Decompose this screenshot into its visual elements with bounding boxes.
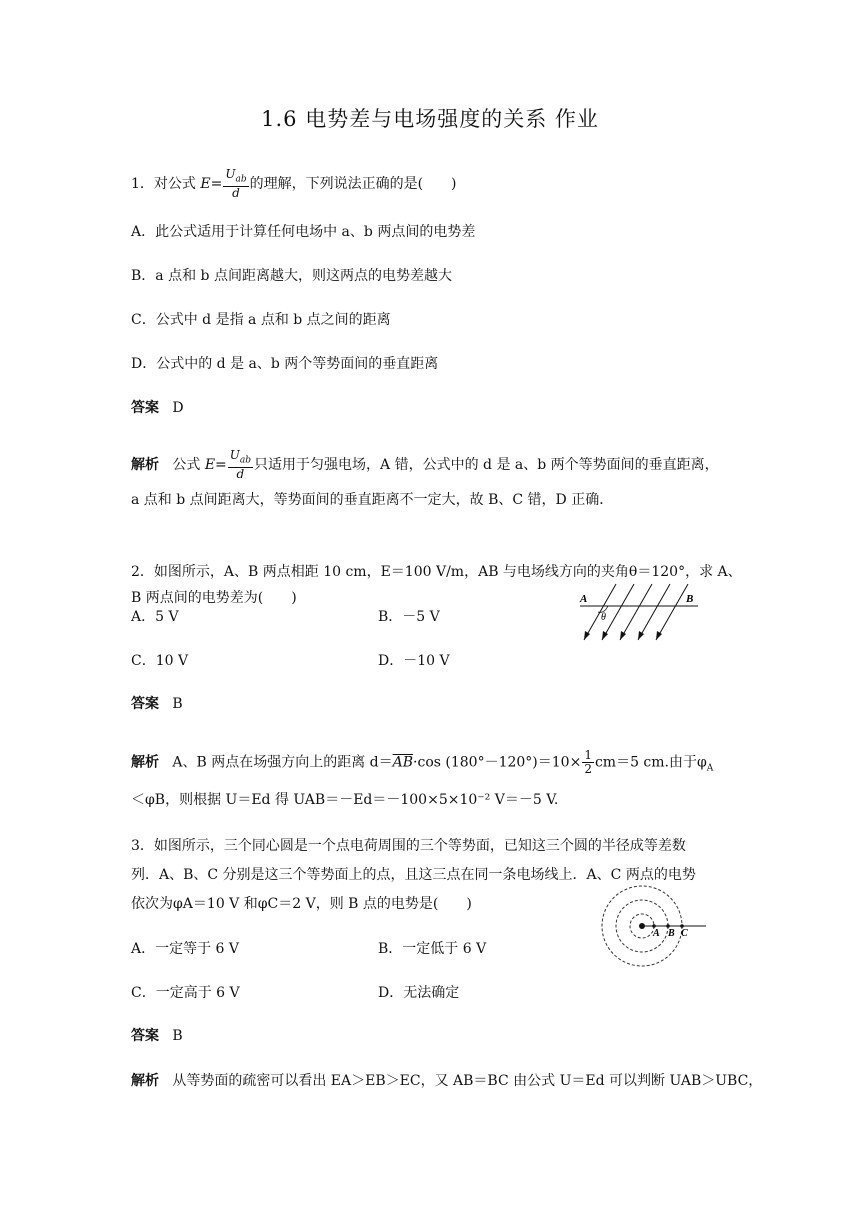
q1-analysis-suffix: 只适用于匀强电场，A 错，公式中的 d 是 a、b 两个等势面间的垂直距离， <box>254 457 719 474</box>
q1-stem-suffix: 的理解，下列说法正确的是( ) <box>249 176 457 193</box>
q2-option-b: B．－5 V <box>378 609 440 625</box>
q3-option-a: A．一定等于 6 V <box>131 941 240 957</box>
q2-analysis-prefix: A、B 两点在场强方向上的距离 d＝ <box>172 754 393 771</box>
q1-analysis-prefix: 公式 <box>172 457 201 474</box>
q1-option-b: B．a 点和 b 点间距离越大，则这两点的电势差越大 <box>131 268 452 284</box>
q3-option-b: B．一定低于 6 V <box>378 941 487 957</box>
q2-answer: B <box>172 696 183 712</box>
q1-formula-lhs: E= <box>200 176 223 193</box>
q2-stem-line1: 2．如图所示，A、B 两点相距 10 cm，E＝100 V/m，AB 与电场线方向的夹角θ＝120°，求 A、 <box>131 564 742 580</box>
q3-option-d: D．无法确定 <box>378 985 460 1001</box>
q2-analysis-line2: ＜φB，则根据 U＝Ed 得 UAB＝－Ed＝－100×5×10⁻² V＝－5 V. <box>131 792 559 808</box>
q2-label-a: A <box>580 593 588 605</box>
q2-analysis-row <box>131 749 713 778</box>
q2-field-line <box>656 584 688 640</box>
q2-field-figure <box>576 578 706 648</box>
q2-field-line <box>602 584 634 640</box>
q2-option-a: A．5 V <box>131 609 179 625</box>
q3-answer-row <box>131 1026 183 1046</box>
q1-frac-num-sub: ab <box>235 174 247 185</box>
analysis-label: 解析 <box>131 457 159 474</box>
q3-label-c: C <box>681 928 688 939</box>
q1-analysis-row <box>131 449 719 481</box>
q1-analysis-frac-den: d <box>236 467 245 482</box>
q1-analysis-frac-num-sub: ab <box>239 455 252 466</box>
q2-analysis-middle: ·cos (180°－120°)＝10× <box>413 754 582 771</box>
q3-answer: B <box>172 1028 183 1044</box>
q2-arrowhead <box>620 631 626 640</box>
q2-answer-row <box>131 694 183 714</box>
q1-analysis-frac-num: U <box>229 448 240 462</box>
q3-stem-line1: 3．如图所示，三个同心圆是一个点电荷周围的三个等势面，已知这三个圆的半径成等差数 <box>131 838 686 854</box>
q3-stem-line3: 依次为φA＝10 V 和φC＝2 V，则 B 点的电势是( ) <box>131 896 472 912</box>
q3-label-b: B <box>668 928 675 939</box>
q2-frac-num: 1 <box>584 748 592 762</box>
q1-stem-prefix: 1．对公式 <box>131 176 196 193</box>
q1-analysis-formula-lhs: E= <box>204 457 227 474</box>
q1-option-d: D．公式中的 d 是 a、b 两个等势面间的垂直距离 <box>131 356 439 372</box>
q1-option-c: C．公式中 d 是指 a 点和 b 点之间的距离 <box>131 312 391 328</box>
q2-label-theta: θ <box>601 612 606 623</box>
q1-option-a: A．此公式适用于计算任何电场中 a、b 两点间的电势差 <box>131 224 476 240</box>
q1-frac-num: U <box>225 167 236 181</box>
q2-arrowhead <box>602 631 608 640</box>
q1-frac-den: d <box>232 186 240 201</box>
q3-option-c: C．一定高于 6 V <box>131 985 240 1001</box>
q1-formula-fraction <box>223 168 248 200</box>
q2-field-line <box>620 584 652 640</box>
q2-label-b: B <box>686 593 694 605</box>
q2-analysis-suffix: cm＝5 cm.由于φ <box>594 754 707 771</box>
q2-analysis-ab: $\overline{AB}$ <box>392 754 414 771</box>
analysis-label: 解析 <box>131 754 159 771</box>
q1-analysis-line2: a 点和 b 点间距离大，等势面间的垂直距离不一定大，故 B、C 错，D 正确． <box>131 492 614 508</box>
page-title: 1.6 电势差与电场强度的关系 作业 <box>261 107 599 131</box>
answer-label: 答案 <box>131 696 159 712</box>
q3-analysis-row <box>131 1071 762 1091</box>
q3-analysis-line1: 从等势面的疏密可以看出 EA＞EB＞EC，又 AB＝BC 由公式 U＝Ed 可以判断 UAB＞UBC， <box>172 1073 763 1089</box>
q2-frac-den: 2 <box>584 762 592 776</box>
q2-analysis-fraction <box>582 749 594 776</box>
q2-option-c: C．10 V <box>131 653 189 669</box>
q3-equipotential-figure <box>594 882 714 972</box>
q2-arrowhead <box>638 631 644 640</box>
q2-analysis-suffix-sub: A <box>706 763 714 774</box>
analysis-label: 解析 <box>131 1073 159 1089</box>
q3-label-a: A <box>653 928 660 939</box>
answer-label: 答案 <box>131 1028 159 1044</box>
q2-option-d: D．－10 V <box>378 653 450 669</box>
q2-field-line <box>638 584 670 640</box>
q3-stem-line2: 列．A、B、C 分别是这三个等势面上的点，且这三点在同一条电场线上．A、C 两点的电势 <box>131 867 696 883</box>
q1-analysis-fraction <box>228 449 253 481</box>
q1-stem <box>131 168 457 200</box>
q2-arrowhead <box>584 631 590 640</box>
q1-answer-row <box>131 398 184 418</box>
q2-stem-line2: B 两点间的电势差为( ) <box>131 590 297 606</box>
q1-answer: D <box>172 400 184 416</box>
answer-label: 答案 <box>131 400 159 416</box>
q2-arrowhead <box>656 631 662 640</box>
